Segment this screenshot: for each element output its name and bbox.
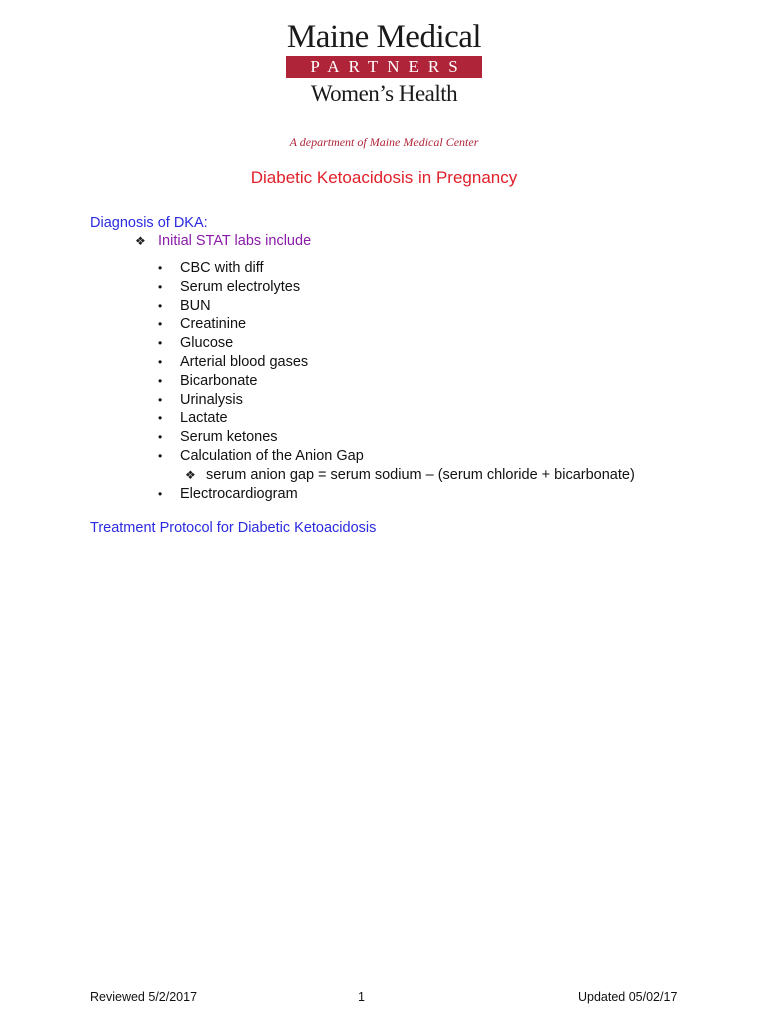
list-item-text: Creatinine: [180, 316, 247, 333]
anion-gap-formula-text: serum anion gap = serum sodium – (serum chloride + bicarbonate): [206, 466, 635, 483]
list-item: [158, 297, 635, 316]
list-item: [158, 485, 635, 504]
bullet-icon: •: [158, 336, 163, 351]
list-item: [158, 391, 635, 410]
list-item-text: Bicarbonate: [180, 372, 258, 389]
bullet-icon: •: [158, 411, 163, 426]
list-item: [158, 428, 635, 447]
diamond-bullet-icon: ❖: [185, 467, 196, 482]
list-item: [158, 353, 635, 372]
list-item: [158, 409, 635, 428]
list-item: [158, 372, 635, 391]
list-item-text: Calculation of the Anion Gap: [180, 447, 364, 464]
logo-name: Maine Medical: [286, 19, 482, 55]
list-item-text: Serum ketones: [180, 429, 278, 446]
list-item: [158, 315, 635, 334]
list-item-text: CBC with diff: [180, 260, 264, 276]
anion-gap-formula: [158, 466, 635, 485]
labs-subheading-text: Initial STAT labs include: [158, 233, 312, 249]
diamond-bullet-icon: ❖: [135, 234, 146, 248]
bullet-icon: •: [158, 354, 163, 369]
list-item-text: Arterial blood gases: [180, 353, 309, 370]
bullet-icon: •: [158, 486, 163, 501]
logo-tagline: A department of Maine Medical Center: [289, 135, 479, 149]
list-item: [158, 259, 635, 278]
list-item-text: Electrocardiogram: [180, 485, 298, 502]
bullet-icon: •: [158, 298, 163, 313]
logo-band: PARTNERS: [286, 56, 482, 78]
list-item: [158, 447, 635, 466]
diagnosis-heading: Diagnosis of DKA:: [90, 215, 208, 231]
bullet-icon: •: [158, 279, 163, 294]
list-item-text: Serum electrolytes: [180, 278, 301, 295]
page-title: Diabetic Ketoacidosis in Pregnancy: [250, 168, 518, 187]
labs-subheading: [135, 233, 311, 249]
list-item-text: Lactate: [180, 410, 228, 427]
bullet-icon: •: [158, 261, 163, 275]
bullet-icon: •: [158, 430, 163, 445]
bullet-icon: •: [158, 373, 163, 388]
footer-reviewed-date: Reviewed 5/2/2017: [90, 990, 198, 1004]
logo-subname: Women’s Health: [310, 81, 458, 106]
treatment-protocol-heading: Treatment Protocol for Diabetic Ketoacidosis: [90, 520, 377, 536]
list-item: [158, 334, 635, 353]
footer-page-number: 1: [358, 990, 365, 1004]
list-item: [158, 278, 635, 297]
bullet-icon: •: [158, 392, 163, 407]
labs-list: [158, 259, 635, 503]
list-item-text: Urinalysis: [180, 391, 243, 408]
footer-updated-date: Updated 05/02/17: [578, 990, 678, 1004]
brand-logo: [284, 18, 484, 110]
bullet-icon: •: [158, 317, 163, 332]
bullet-icon: •: [158, 448, 163, 463]
list-item-text: Glucose: [180, 335, 234, 352]
list-item-text: BUN: [180, 297, 211, 314]
